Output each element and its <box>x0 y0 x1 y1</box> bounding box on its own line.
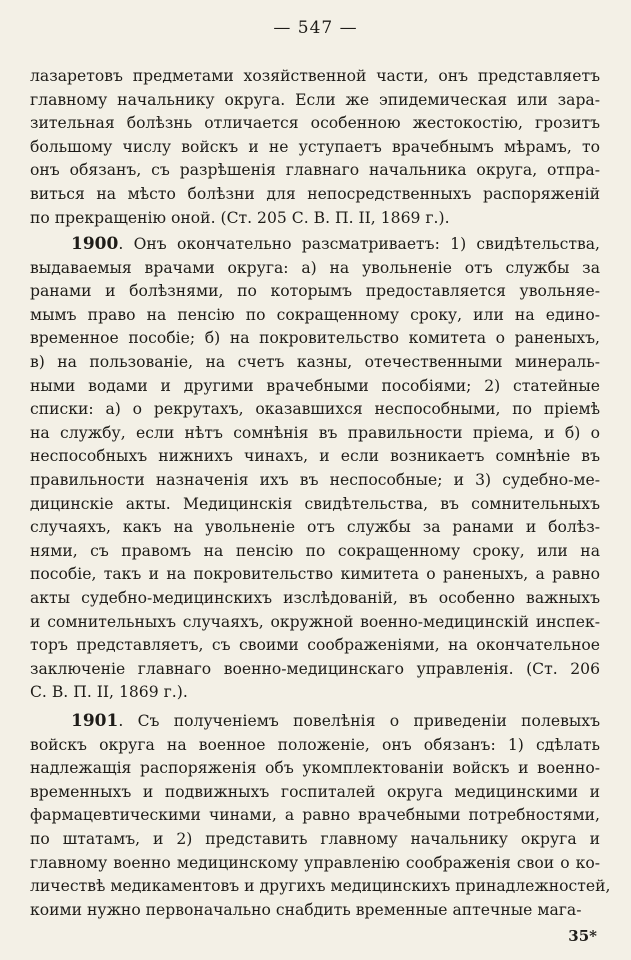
text-line <box>30 587 600 611</box>
text-line <box>30 493 600 517</box>
line-text: онъ обязанъ, съ разрѣшенія главнаго начальника округа, отпра- <box>30 161 600 180</box>
line-text: неспособныхъ нижнихъ чинахъ, и если возникаетъ сомнѣніе въ <box>30 447 600 466</box>
text-line <box>30 280 600 304</box>
line-text: лазаретовъ предметами хозяйственной части, онъ представляетъ <box>30 67 600 85</box>
line-text: большому числу войскъ и не уступаетъ врачебнымъ мѣрамъ, то <box>30 137 600 156</box>
line-text: главному военно медицинскому управленію соображенія свои о ко- <box>30 853 600 872</box>
line-text: пособіе, такъ и на покровительство кимитета о раненыхъ, а равно <box>30 565 600 584</box>
text-line <box>30 422 600 446</box>
text-line <box>30 304 600 328</box>
line-text: виться на мѣсто болѣзни для непосредственныхъ распоряженій <box>30 184 600 203</box>
text-line <box>30 634 600 658</box>
article-number: 1900 <box>71 234 119 254</box>
line-text: случаяхъ, какъ на увольненіе отъ службы за ранами и болѣз- <box>30 518 600 537</box>
text-line <box>30 516 600 540</box>
signature-mark: 35* <box>568 927 597 945</box>
line-text: коими нужно первоначально снабдить временные аптечные мага- <box>30 900 582 919</box>
line-text: временныхъ и подвижныхъ госпиталей округа медицинскими и <box>30 782 600 801</box>
line-text: С. В. П. II, 1869 г.). <box>30 683 188 702</box>
paragraph <box>30 233 600 705</box>
line-text: войскъ округа на военное положеніе, онъ обязанъ: 1) сдѣлать <box>30 735 600 754</box>
text-line <box>30 351 600 375</box>
line-text: . Съ полученіемъ повелѣнія о приведеніи полевыхъ <box>118 712 600 730</box>
text-line <box>30 233 600 257</box>
line-text: личествѣ медикаментовъ и другихъ медицинскихъ принадлежностей, <box>30 877 611 896</box>
line-text: ными водами и другими врачебными пособіями; 2) статейные <box>30 376 600 395</box>
text-line <box>30 327 600 351</box>
text-line <box>30 899 600 923</box>
text-line <box>30 710 600 734</box>
text-line <box>30 734 600 758</box>
text-line <box>30 257 600 281</box>
paragraph-article-1900 <box>30 233 600 705</box>
line-text: по прекращенію оной. (Ст. 205 С. В. П. II, 1869 г.). <box>30 208 450 227</box>
text-line <box>30 781 600 805</box>
line-text: и сомнительныхъ случаяхъ, окружной военно-медицинскій инспек- <box>30 612 600 631</box>
text-line <box>30 804 600 828</box>
text-line <box>30 398 600 422</box>
line-text: временное пособіе; б) на покровительство комитета о раненыхъ, <box>30 329 600 348</box>
text-line <box>30 89 600 113</box>
text-line <box>30 828 600 852</box>
paragraph-article-continued <box>30 65 600 230</box>
text-line <box>30 159 600 183</box>
line-text: списки: а) о рекрутахъ, оказавшихся неспособными, по пріемѣ <box>30 400 600 419</box>
text-line <box>30 183 600 207</box>
line-text: дицинскіе акты. Медицинскія свидѣтельства, въ сомнительныхъ <box>30 494 600 513</box>
line-text: зительная болѣзнь отличается особенною жестокостію, грозитъ <box>30 114 600 133</box>
text-line <box>30 611 600 635</box>
text-line <box>30 563 600 587</box>
text-line <box>30 375 600 399</box>
text-line <box>30 112 600 136</box>
line-text: торъ представляетъ, съ своими соображеніями, на окончательное <box>30 636 600 655</box>
line-text: по штатамъ, и 2) представить главному начальнику округа и <box>30 829 600 848</box>
line-text: мымъ право на пенсію по сокращенному сроку, или на едино- <box>30 305 600 324</box>
line-text: акты судебно-медицинскихъ изслѣдованій, въ особенно важныхъ <box>30 588 600 607</box>
line-text: правильности назначенія ихъ въ неспособные; и 3) судебно-ме- <box>30 470 600 489</box>
line-text: в) на пользованіе, на счетъ казны, отечественными минераль- <box>30 352 600 371</box>
paragraph <box>30 710 611 922</box>
text-line <box>30 540 600 564</box>
line-text: главному начальнику округа. Если же эпидемическая или зара- <box>30 90 600 109</box>
text-line <box>30 681 600 705</box>
line-text: . Онъ окончательно разсматриваетъ: 1) свидѣтельства, <box>118 235 600 253</box>
page-number: — 547 — <box>273 18 358 38</box>
text-line <box>30 757 600 781</box>
text-line <box>30 658 600 682</box>
text-line <box>30 136 600 160</box>
text-line <box>30 207 600 231</box>
text-line <box>30 852 600 876</box>
line-text: заключеніе главнаго военно-медицинскаго управленія. (Ст. 206 <box>30 659 600 678</box>
line-text: фармацевтическими чинами, а равно врачебными потребностями, <box>30 806 600 825</box>
line-text: на службу, если нѣтъ сомнѣнія въ правильности пріема, и б) о <box>30 423 600 442</box>
text-line <box>30 445 600 469</box>
paragraph <box>30 65 600 230</box>
article-number: 1901 <box>71 711 119 731</box>
line-text: надлежащія распоряженія объ укомплектованіи войскъ и военно- <box>30 759 600 778</box>
text-line <box>30 469 600 493</box>
line-text: нями, съ правомъ на пенсію по сокращенному сроку, или на <box>30 541 600 560</box>
text-line <box>30 875 611 899</box>
line-text: выдаваемыя врачами округа: а) на увольненіе отъ службы за <box>30 258 600 277</box>
line-text: ранами и болѣзнями, по которымъ предоставляется увольняе- <box>30 282 600 301</box>
paragraph-article-1901 <box>30 710 611 922</box>
text-line <box>30 65 600 89</box>
